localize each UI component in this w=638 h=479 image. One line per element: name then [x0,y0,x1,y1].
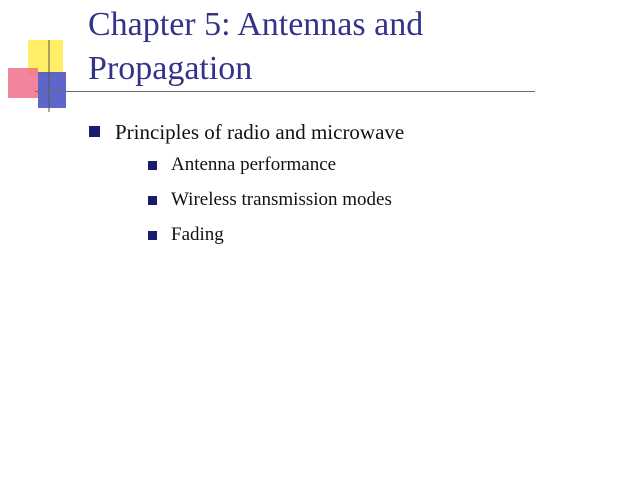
sub-bullet-item [115,223,404,247]
title-divider [35,91,535,92]
sub-bullet-list [115,153,404,247]
sub-bullet-text: Fading [171,224,224,245]
bullet-text: Principles of radio and microwave [115,120,405,144]
slide-title-line-1: Chapter 5: Antennas and [88,6,424,43]
square-bullet-icon [148,196,157,205]
sub-bullet-item [115,188,404,212]
decorative-squares [0,0,90,120]
square-bullet-icon [148,231,157,240]
square-bullet-icon [89,126,100,137]
blue-square [38,72,66,108]
sub-bullet-item [115,153,404,177]
slide-title-line-2: Propagation [88,50,253,87]
sub-bullet-text: Wireless transmission modes [171,189,392,210]
square-bullet-icon [148,161,157,170]
bullet-list [88,118,404,258]
sub-bullet-text: Antenna performance [171,154,337,175]
slide-title [88,3,608,91]
bullet-item [88,118,404,247]
pink-square [8,68,38,98]
